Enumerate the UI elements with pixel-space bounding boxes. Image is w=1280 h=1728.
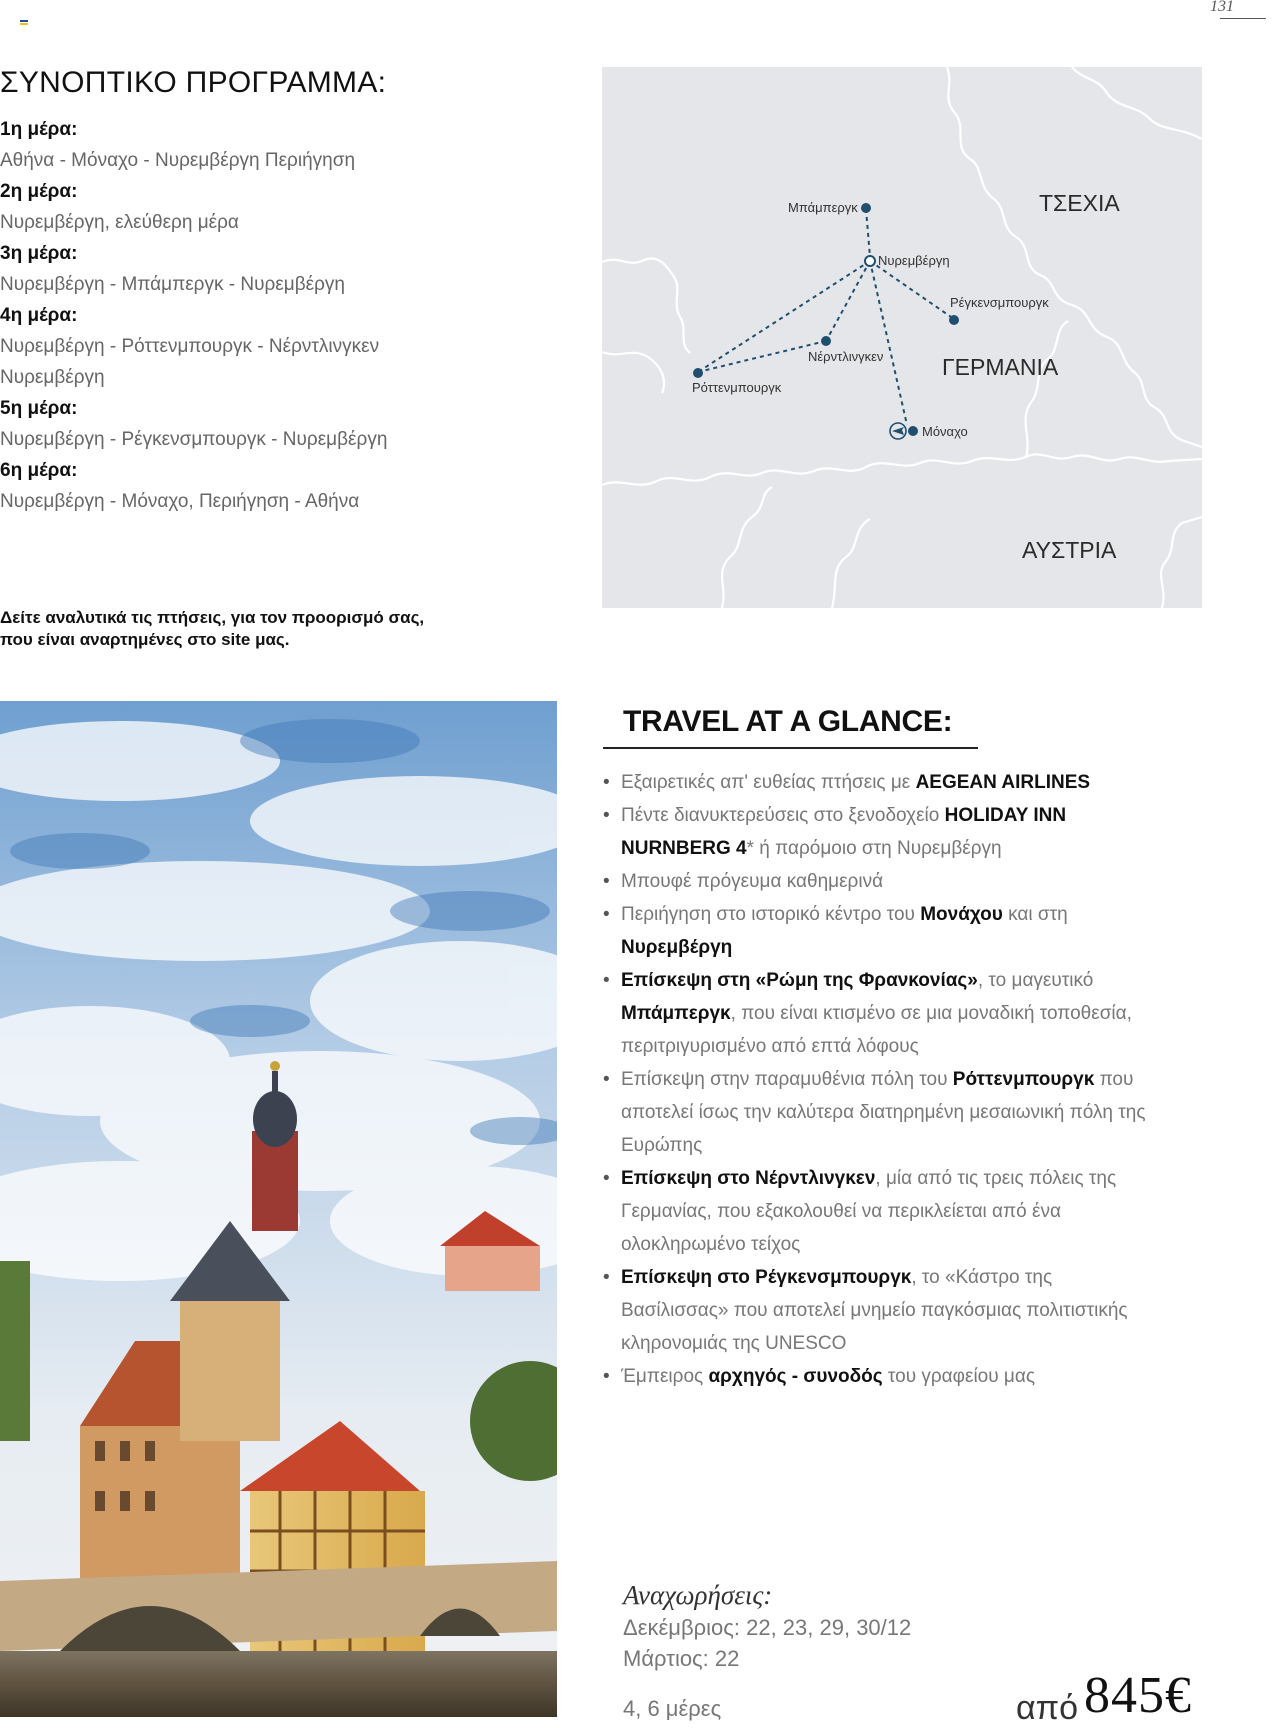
city-label-munich: Μόναχο <box>922 424 968 439</box>
marker-bamberg <box>861 203 871 213</box>
price-value: 845€ <box>1084 1667 1192 1724</box>
departures-march: Μάρτιος: 22 <box>623 1646 740 1671</box>
city-label-bamberg: Μπάμπεργκ <box>788 200 858 215</box>
glance-item-text: και στη <box>1002 904 1068 925</box>
glance-item-highlight: Επίσκεψη στη «Ρώμη της Φρανκονίας» <box>621 970 978 991</box>
marker-nuremberg <box>865 256 875 266</box>
glance-item <box>603 898 1163 964</box>
bullet-icon: • <box>603 904 610 925</box>
bullet-icon: • <box>603 1267 610 1288</box>
city-label-rothenburg: Ρόττενμπουργκ <box>692 380 782 395</box>
bullet-icon: • <box>603 1366 610 1387</box>
glance-item <box>603 1360 1163 1393</box>
page-number-rule <box>1220 18 1266 19</box>
glance-item <box>603 1261 1163 1360</box>
glance-item <box>603 1162 1163 1261</box>
day-description: Νυρεμβέργη - Μόναχο, Περιήγηση - Αθήνα <box>0 491 360 512</box>
flights-note-line: Δείτε αναλυτικά τις πτήσεις, για τον προορισμό σας, <box>0 608 425 627</box>
price-from-label: από <box>1016 1689 1079 1727</box>
city-label-regensburg: Ρέγκενσμπουργκ <box>950 295 1049 310</box>
page-number: 131 <box>1210 0 1234 15</box>
day-description: Νυρεμβέργη - Μπάμπεργκ - Νυρεμβέργη <box>0 274 345 295</box>
glance-item-highlight: Ρόττενμπουργκ <box>952 1069 1095 1090</box>
route-map <box>602 67 1202 608</box>
glance-item-highlight: Νυρεμβέργη <box>621 937 733 958</box>
glance-item-text: , το μαγευτικό <box>977 970 1094 991</box>
glance-item-text: Εξαιρετικές απ' ευθείας πτήσεις με <box>621 772 916 793</box>
trip-duration: 4, 6 μέρες <box>623 1696 722 1721</box>
flights-note-line: που είναι αναρτημένες στο site μας. <box>0 630 290 649</box>
glance-item-highlight: HOLIDAY INN NURNBERG 4 <box>621 805 1067 859</box>
day-description: Νυρεμβέργη - Ρόττενμπουργκ - Νέρντλινγκεν <box>0 336 380 357</box>
day-label: 1η μέρα: <box>0 119 78 140</box>
glance-item-text: Επίσκεψη στην παραμυθένια πόλη του <box>621 1069 953 1090</box>
day-label: 6η μέρα: <box>0 460 78 481</box>
glance-item-text: Πέντε διανυκτερεύσεις στο ξενοδοχείο <box>621 805 945 826</box>
country-label-czech: ΤΣΕΧΙΑ <box>1039 190 1120 216</box>
glance-item-text: , που είναι κτισμένο σε μια μοναδική τοποθεσία, περιτριγυρισμένο από επτά λόφους <box>621 1003 1132 1057</box>
program-title: ΣΥΝΟΠΤΙΚΟ ΠΡΟΓΡΑΜΜΑ: <box>0 66 387 99</box>
glance-item <box>603 865 1163 898</box>
bullet-icon: • <box>603 970 610 991</box>
bullet-icon: • <box>603 772 610 793</box>
glance-item-highlight: Επίσκεψη στο Νέρντλινγκεν <box>621 1168 876 1189</box>
departures-title: Αναχωρήσεις: <box>623 1580 773 1610</box>
glance-item <box>603 799 1163 865</box>
city-label-nordlingen: Νέρντλινγκεν <box>808 349 884 364</box>
glance-item-highlight: αρχηγός - συνοδός <box>708 1366 883 1387</box>
day-description: Αθήνα - Μόναχο - Νυρεμβέργη Περιήγηση <box>0 150 356 171</box>
bamberg-town-hall-photo <box>0 701 557 1717</box>
glance-item-text: , μία από τις τρεις πόλεις της Γερμανίας, που εξακολουθεί να περικλείεται από ένα ολοκληρωμένο τείχος <box>621 1168 1117 1255</box>
glance-title-rule <box>603 747 978 749</box>
glance-item-highlight: Επίσκεψη στο Ρέγκενσμπουργκ <box>621 1267 912 1288</box>
flag-icon <box>20 20 28 27</box>
glance-item-text: , το «Κάστρο της Βασίλισσας» που αποτελεί μνημείο παγκόσμιας πολιτιστικής κληρονομιάς της UNESCO <box>621 1267 1128 1354</box>
day-description: Νυρεμβέργη, ελεύθερη μέρα <box>0 212 239 233</box>
day-label: 4η μέρα: <box>0 305 78 326</box>
bullet-icon: • <box>603 1069 610 1090</box>
day-label: 2η μέρα: <box>0 181 78 202</box>
glance-item-highlight: Μονάχου <box>920 904 1003 925</box>
glance-item-text: Περιήγηση στο ιστορικό κέντρο του <box>621 904 921 925</box>
glance-item-text: του γραφείου μας <box>882 1366 1036 1387</box>
country-label-germany: ΓΕΡΜΑΝΙΑ <box>942 354 1059 380</box>
day-description: Νυρεμβέργη <box>0 367 105 388</box>
marker-munich <box>908 426 918 436</box>
glance-item <box>603 1063 1163 1162</box>
marker-regensburg <box>949 315 959 325</box>
glance-item-text: * ή παρόμοιο στη Νυρεμβέργη <box>746 838 1002 859</box>
day-description: Νυρεμβέργη - Ρέγκενσμπουργκ - Νυρεμβέργη <box>0 429 388 450</box>
glance-item-text: Έμπειρος <box>621 1366 709 1387</box>
marker-nordlingen <box>821 336 831 346</box>
glance-item-highlight: Μπάμπεργκ <box>621 1003 731 1024</box>
bullet-icon: • <box>603 805 610 826</box>
bullet-icon: • <box>603 1168 610 1189</box>
marker-rothenburg <box>693 368 703 378</box>
glance-title: TRAVEL AT A GLANCE: <box>623 705 953 738</box>
city-label-nuremberg: Νυρεμβέργη <box>878 253 950 268</box>
program-list <box>0 114 520 517</box>
glance-item-text: που αποτελεί ίσως την καλύτερα διατηρημένη μεσαιωνική πόλη της Ευρώπης <box>621 1069 1146 1156</box>
day-label: 3η μέρα: <box>0 243 78 264</box>
bullet-icon: • <box>603 871 610 892</box>
glance-list <box>603 766 1163 1393</box>
departures-december: Δεκέμβριος: 22, 23, 29, 30/12 <box>623 1615 912 1640</box>
route-map-svg <box>602 67 1202 608</box>
glance-item-text: Μπουφέ πρόγευμα καθημερινά <box>621 871 884 892</box>
country-label-austria: ΑΥΣΤΡΙΑ <box>1022 537 1117 563</box>
day-label: 5η μέρα: <box>0 398 78 419</box>
glance-item <box>603 766 1163 799</box>
flights-note <box>0 607 520 651</box>
glance-item <box>603 964 1163 1063</box>
glance-item-highlight: AEGEAN AIRLINES <box>915 772 1091 793</box>
